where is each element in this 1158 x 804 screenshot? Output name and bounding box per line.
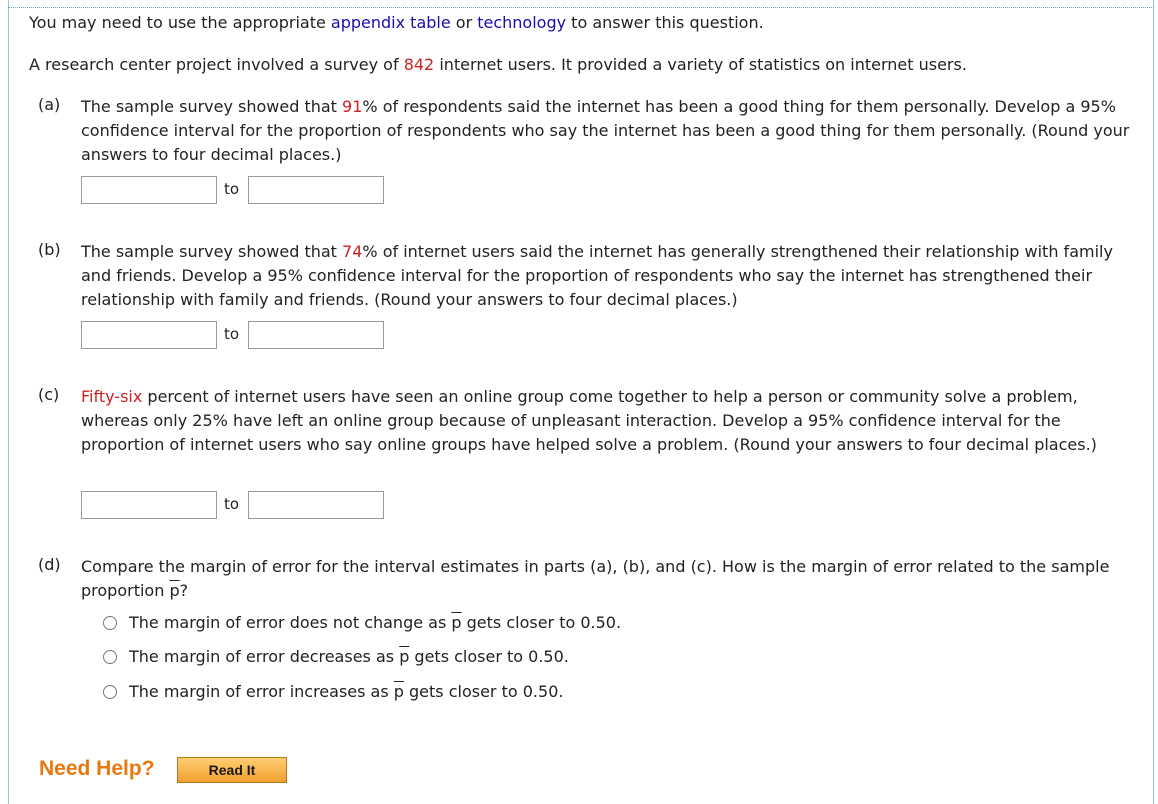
part-a-pre: The sample survey showed that xyxy=(81,97,343,116)
part-c-upper-input[interactable] xyxy=(248,491,384,519)
part-a-upper-input[interactable] xyxy=(248,176,384,204)
intro-mid: or xyxy=(450,13,478,32)
part-d-end: ? xyxy=(179,581,189,600)
option-decreases-text xyxy=(129,647,569,666)
part-d-question xyxy=(81,555,1146,603)
part-b-to-label: to xyxy=(224,325,240,343)
part-a-post: % of respondents said the internet has been a good thing for them personally. Develop a 95% confidence interval for the proportion of respondents who say the internet has been a good thing for them personally. (Round your answers to four decimal places.) xyxy=(81,97,1130,164)
part-a-label: (a) xyxy=(38,95,61,114)
p-bar-symbol: $\overline{p}$ xyxy=(169,581,180,600)
p-bar-symbol: $\overline{p}$ xyxy=(393,682,404,701)
part-b-upper-input[interactable] xyxy=(248,321,384,349)
radio-increases[interactable] xyxy=(103,685,117,699)
lead-pre: A research center project involved a survey of xyxy=(29,55,404,74)
part-a-value: 91 xyxy=(342,97,363,116)
part-a-to-label: to xyxy=(224,180,240,198)
part-d-text: Compare the margin of error for the interval estimates in parts (a), (b), and (c). How is the margin of error related to the sample proportion xyxy=(81,557,1110,600)
part-b-value: 74 xyxy=(342,242,363,261)
sample-size: 842 xyxy=(403,55,435,74)
part-a-lower-input[interactable] xyxy=(81,176,217,204)
option-1-post: gets closer to 0.50. xyxy=(409,647,569,666)
part-c-to-label: to xyxy=(224,495,240,513)
need-help-label: Need Help? xyxy=(39,757,155,780)
part-b-pre: The sample survey showed that xyxy=(81,242,343,261)
radio-decreases[interactable] xyxy=(103,650,117,664)
top-divider xyxy=(8,7,1154,8)
part-b-post: % of internet users said the internet has generally strengthened their relationship with family and friends. Develop a 95% confidence interval for the proportion of respondents who say the internet has strengthened their relationship with family and friends. (Round your answers to four decimal places.) xyxy=(81,242,1113,309)
option-2-pre: The margin of error increases as xyxy=(129,682,394,701)
p-bar-symbol: $\overline{p}$ xyxy=(399,647,410,666)
part-c-question xyxy=(81,385,1146,457)
part-c-lower-input[interactable] xyxy=(81,491,217,519)
intro-text xyxy=(29,13,764,32)
option-0-post: gets closer to 0.50. xyxy=(461,613,622,632)
option-1-pre: The margin of error decreases as xyxy=(129,647,400,666)
part-c-value: Fifty-six xyxy=(81,387,143,406)
radio-no-change[interactable] xyxy=(103,616,117,630)
read-it-button[interactable]: Read It xyxy=(177,757,287,783)
option-no-change-text xyxy=(129,613,621,632)
part-c-post: percent of internet users have seen an online group come together to help a person or community solve a problem, whereas only 25% have left an online group because of unpleasant interaction. Develop a 95% confidence interval for the proportion of internet users who say online groups have helped solve a problem. (Round your answers to four decimal places.) xyxy=(81,387,1097,454)
part-b-question xyxy=(81,240,1146,312)
part-c-label: (c) xyxy=(38,385,60,404)
option-2-post: gets closer to 0.50. xyxy=(403,682,564,701)
lead-text xyxy=(29,55,967,74)
intro-pre: You may need to use the appropriate xyxy=(29,13,331,32)
intro-post: to answer this question. xyxy=(566,13,764,32)
part-b-label: (b) xyxy=(38,240,61,259)
lead-post: internet users. It provided a variety of statistics on internet users. xyxy=(434,55,967,74)
option-0-pre: The margin of error does not change as xyxy=(129,613,452,632)
option-increases-text xyxy=(129,682,563,701)
p-bar-symbol: $\overline{p}$ xyxy=(451,613,462,632)
part-d-label: (d) xyxy=(38,555,61,574)
technology-link[interactable]: technology xyxy=(477,13,567,32)
part-b-lower-input[interactable] xyxy=(81,321,217,349)
part-a-question xyxy=(81,95,1146,167)
appendix-table-link[interactable]: appendix table xyxy=(330,13,451,32)
